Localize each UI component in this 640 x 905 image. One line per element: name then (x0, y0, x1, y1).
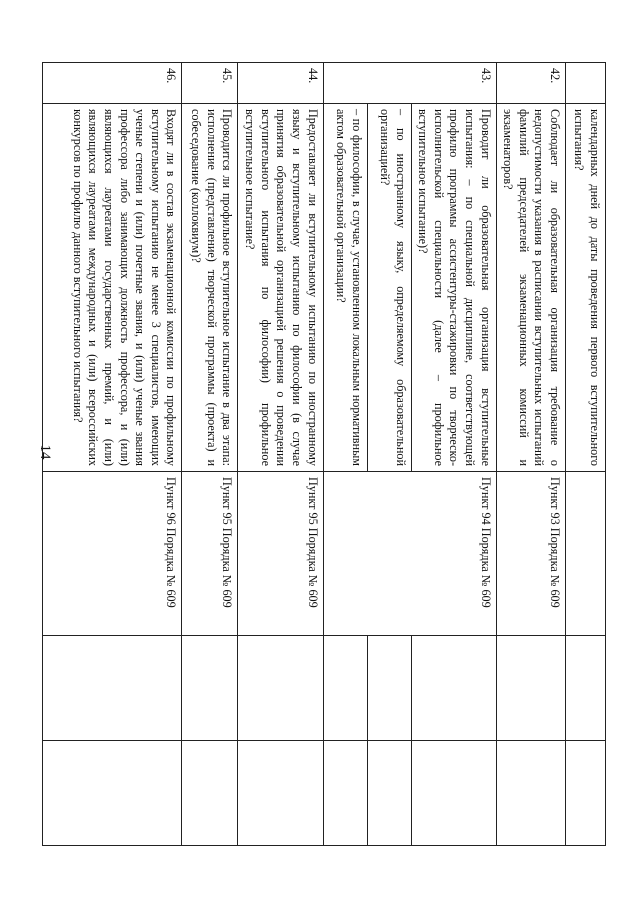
table-row (411, 63, 496, 846)
row-number: 43. (323, 63, 496, 104)
question-text: Входят ли в состав экзаменационной комиссии по профильному вступительному испытанию не менее 3 специалистов, имеющих ученые степени и (или) почетные звания, и (или) ученые звания профессора либо занимающих должность профессора, и (или) являющихся лауреатами государственных премий, и (или) являющихся лауреатами международных и (или) всероссийских конкурсов по профилю данного вступительного испытания? (43, 104, 182, 472)
rotated-page (70, 62, 606, 845)
table-row (367, 63, 411, 846)
question-text: Проводится ли профильное вступительное испытание в два этапа: исполнение (представление) творческой программы (проекта) и собеседование (коллоквиум)? (182, 104, 238, 472)
row-number: 46. (43, 63, 182, 104)
checklist-table (42, 62, 606, 846)
answer-cell (323, 636, 367, 741)
note-cell (182, 741, 238, 846)
note-cell (367, 741, 411, 846)
legal-reference: Пункт 94 Порядка № 609 (323, 472, 496, 636)
table-row (238, 63, 323, 846)
answer-cell (238, 636, 323, 741)
table-row (43, 63, 182, 846)
page-number: 14 (37, 444, 53, 460)
note-cell (411, 741, 496, 846)
answer-cell (411, 636, 496, 741)
legal-reference: Пункт 95 Порядка № 609 (182, 472, 238, 636)
note-cell (566, 741, 606, 846)
row-number: 45. (182, 63, 238, 104)
legal-reference: Пункт 96 Порядка № 609 (43, 472, 182, 636)
answer-cell (43, 636, 182, 741)
legal-reference: Пункт 95 Порядка № 609 (238, 472, 323, 636)
note-cell (323, 741, 367, 846)
question-text: календарных дней до даты проведения первого вступительного испытания? (566, 104, 606, 472)
table-row (566, 63, 606, 846)
legal-reference (566, 472, 606, 636)
row-number (566, 63, 606, 104)
answer-cell (367, 636, 411, 741)
table-row (496, 63, 565, 846)
answer-cell (566, 636, 606, 741)
table-row (182, 63, 238, 846)
question-text: – по иностранному языку, определяемому образовательной организацией? (367, 104, 411, 472)
note-cell (496, 741, 565, 846)
question-text: – по философии, в случае, установленном локальным нормативным актом образовательной организации? (323, 104, 367, 472)
note-cell (238, 741, 323, 846)
answer-cell (496, 636, 565, 741)
row-number: 42. (496, 63, 565, 104)
answer-cell (182, 636, 238, 741)
note-cell (43, 741, 182, 846)
table-row (323, 63, 367, 846)
question-text: Предоставляет ли вступительному испытанию по иностранному языку и вступительному испытанию по философии (в случае принятия образовательной организацией решения о проведении вступительного испытания по философии) профильное вступительное испытание? (238, 104, 323, 472)
question-text: Проводит ли образовательная организация вступительные испытания: – по специальной дисциплине, соответствующей профилю программы ассистентуры-стажировки по творческо-исполнительской специальности (далее – профильное вступительное испытание)? (411, 104, 496, 472)
row-number: 44. (238, 63, 323, 104)
legal-reference: Пункт 93 Порядка № 609 (496, 472, 565, 636)
question-text: Соблюдает ли образовательная организация требование о недопустимости указания в расписании вступительных испытаний фамилий председателей экзаменационных комиссий и экзаменаторов? (496, 104, 565, 472)
